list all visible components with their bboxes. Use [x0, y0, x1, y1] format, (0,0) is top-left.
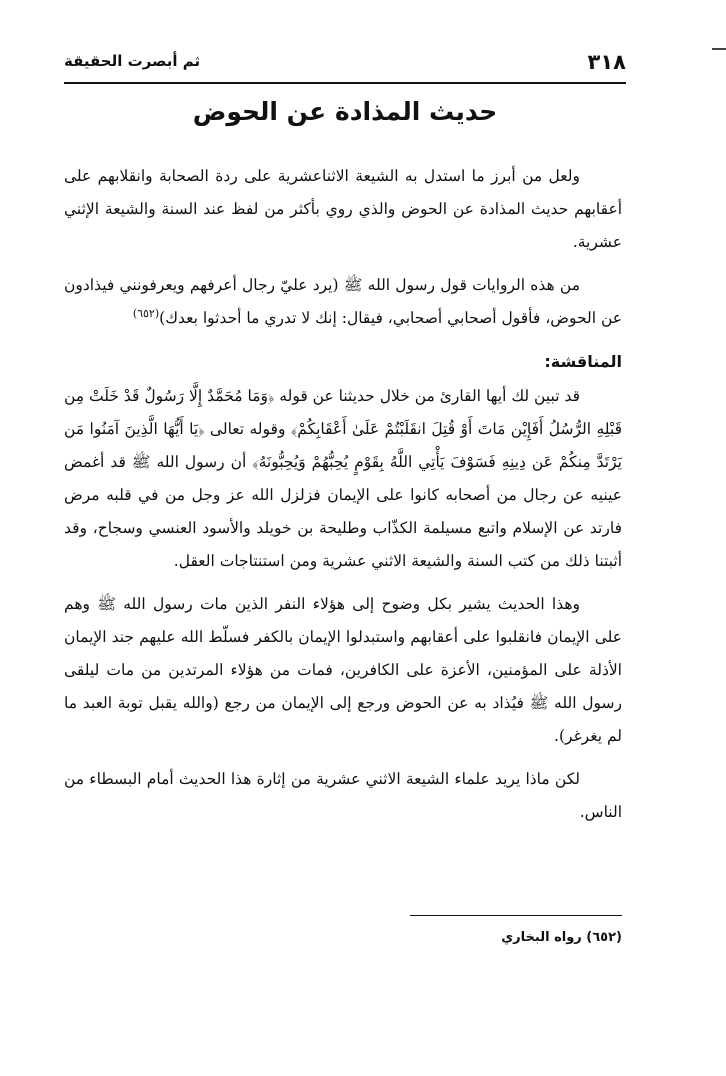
page-header	[64, 46, 626, 86]
paragraph-intro: ولعل من أبرز ما استدل به الشيعة الاثناعشرية على ردة الصحابة وانقلابهم على أعقابهم حديث المذادة عن الحوض والذي روي بأكثر من لفظ عند السنة والشيعة الإثني عشرية.	[64, 167, 622, 251]
narration-text: من هذه الروايات قول رسول الله ﷺ (يرد عليّ رجال أعرفهم ويعرفونني فيذادون عن الحوض، فأقول أصحابي أصحابي، فيقال: إنك لا تدري ما أحدثوا بعدك)	[64, 276, 622, 327]
page-number: ٣١٨	[587, 50, 626, 74]
chapter-title: حديث المذادة عن الحوض	[192, 97, 498, 126]
footnote-rule	[410, 915, 622, 916]
footnote: (٦٥٢) رواه البخاري	[501, 930, 622, 945]
header-rule	[64, 82, 626, 84]
paragraph-explanation: وهذا الحديث يشير بكل وضوح إلى هؤلاء النفر الذين مات رسول الله ﷺ وهم على الإيمان فانقلبوا على أعقابهم واستبدلوا الإيمان بالكفر فسلّط الله عليهم جند الإيمان الأذلة على المؤمنين، الأعزة على الكافرين، فمات من هؤلاء المرتدين من مات ليلقى رسول الله ﷺ فيُذاد به عن الحوض ورجع إلى الإيمان من رجع (والله يقبل توبة العبد ما لم يغرغر).	[64, 595, 622, 745]
section-heading: المناقشة:	[544, 352, 622, 371]
edge-mark	[712, 48, 726, 50]
paragraph-discussion: قد تبين لك أيها القارئ من خلال حديثنا عن قوله ﴿وَمَا مُحَمَّدٌ إِلَّا رَسُولٌ قَدْ خَلَتْ مِن قَبْلِهِ الرُّسُلُ أَفَإِيْن مَاتَ أَوْ قُتِلَ انقَلَبْتُمْ عَلَىٰ أَعْقَابِكُمْ﴾ وقوله تعالى ﴿يَا أَيُّهَا الَّذِينَ آمَنُوا مَن يَرْتَدَّ مِنكُمْ عَن دِينِهِ فَسَوْفَ يَأْتِي اللَّهُ بِقَوْمٍ يُحِبُّهُمْ وَيُحِبُّونَهُ﴾ أن رسول الله ﷺ قد أغمض عينيه عن رجال من أصحابه كانوا على الإيمان فزلزل الله عز وجل من في قلبه مرض فارتد عن الإسلام واتبع مسيلمة الكذّاب وطليحة بن خويلد والأسود العنسي وسجاح، وقد أثبتنا ذلك من كتب السنة والشيعة الاثني عشرية ومن استنتاجات العقل.	[64, 387, 622, 570]
footnote-reference: (٦٥٢)	[132, 306, 160, 320]
body-text	[64, 160, 622, 839]
paragraph-question: لكن ماذا يريد علماء الشيعة الاثني عشرية من إثارة هذا الحديث أمام البسطاء من الناس.	[64, 770, 622, 821]
running-title: ثم أبصرت الحقيقة	[64, 52, 201, 70]
paragraph-narration	[64, 269, 622, 335]
